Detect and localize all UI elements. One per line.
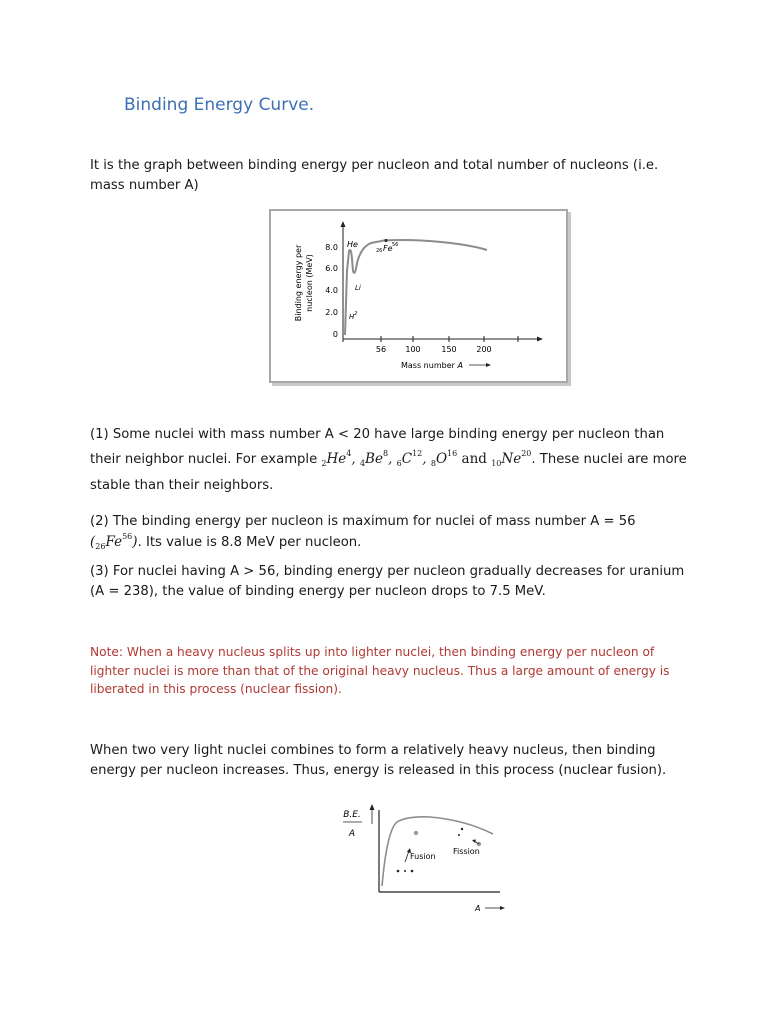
- fe-label: Fe: [383, 244, 393, 253]
- binding-energy-figure: [269, 209, 568, 383]
- fusion-fission-figure: [335, 800, 515, 920]
- x-tick: 100: [405, 345, 421, 354]
- h-label: $H^2$: [349, 311, 358, 321]
- intro-paragraph: It is the graph between binding energy per nucleon and total number of nucleons (i.e. mass number A): [90, 158, 659, 193]
- y-tick: 8.0: [325, 243, 338, 252]
- y-axis-denominator: A: [348, 829, 356, 839]
- point-1-text-b: . These nuclei are more stable than their neighbors.: [90, 452, 687, 493]
- y-tick: 4.0: [325, 286, 338, 295]
- y-axis-label-line2: nucleon (MeV): [305, 254, 314, 312]
- fe-label-subscript: 26: [376, 248, 383, 254]
- x-label-arrow-icon: [486, 363, 491, 367]
- fusion-product-point: [414, 831, 418, 835]
- y-axis-label-line1: Binding energy per: [294, 244, 303, 322]
- example-nuclei: $_2He^4$, $_4Be^8$, $_6C^{12}$, $_8O^{16}$ and $_{10}Ne^{20}$: [321, 449, 532, 468]
- y-axis-arrow-icon: [341, 221, 346, 227]
- up-arrow-icon: [370, 804, 375, 810]
- point-3-paragraph: (3) For nuclei having A > 56, binding energy per nucleon gradually decreases for uranium (A = 238), the value of binding energy per nucleon drops to 7.5 MeV.: [90, 564, 685, 599]
- x-tick: 56: [375, 345, 387, 354]
- light-nucleus-point: [404, 870, 406, 872]
- fission-fragment-point: [461, 828, 463, 830]
- x-tick: 150: [441, 345, 457, 354]
- y-tick: 0: [332, 330, 338, 339]
- fission-fragment-point: [458, 834, 460, 836]
- fusion-label: Fusion: [410, 852, 436, 861]
- x-axis-arrow-icon: [537, 337, 543, 342]
- binding-energy-curve: [345, 240, 487, 335]
- page-title: Binding Energy Curve.: [124, 95, 315, 115]
- light-nucleus-point: [397, 870, 400, 873]
- he-label: He: [347, 240, 358, 249]
- y-tick: 2.0: [325, 308, 338, 317]
- fusion-fission-graph: [335, 800, 515, 920]
- fission-arrow-icon: [472, 840, 476, 844]
- x-axis-label: A: [475, 904, 481, 913]
- light-nucleus-point: [411, 870, 414, 873]
- fusion-paragraph: When two very light nuclei combines to form a relatively heavy nucleus, then binding energy per nucleon increases. Thus, energy is released in this process (nuclear fusion).: [90, 743, 667, 778]
- x-tick: 200: [476, 345, 492, 354]
- x-axis-label: Mass number A: [401, 361, 463, 370]
- binding-energy-graph: [271, 211, 566, 381]
- note-paragraph: Note: When a heavy nucleus splits up into lighter nuclei, then binding energy per nucleon of lighter nuclei is more than that of the original heavy nucleus. Thus a large amount of energy is liberated in this process (nuclear fission).: [90, 645, 670, 696]
- fe-peak-point: [384, 239, 387, 242]
- li-label: Li: [355, 284, 361, 292]
- y-axis-numerator: B.E.: [343, 810, 361, 820]
- fission-label: Fission: [453, 847, 480, 856]
- point-2-paragraph: (2) The binding energy per nucleon is maximum for nuclei of mass number A = 56 $(_{26}Fe^{56})$. Its value is 8.8 MeV per nucleon.: [90, 514, 636, 551]
- point-1-text-a: (1) Some nuclei with mass number A < 20 have large binding energy per nucleon than their neighbor nuclei. For example: [90, 427, 665, 467]
- fe-label-superscript: 56: [392, 242, 399, 248]
- fe-notation: $(_{26}Fe^{56})$: [90, 532, 138, 551]
- point-1-paragraph: [90, 422, 690, 498]
- right-arrow-icon: [500, 906, 505, 910]
- y-tick: 6.0: [325, 264, 338, 273]
